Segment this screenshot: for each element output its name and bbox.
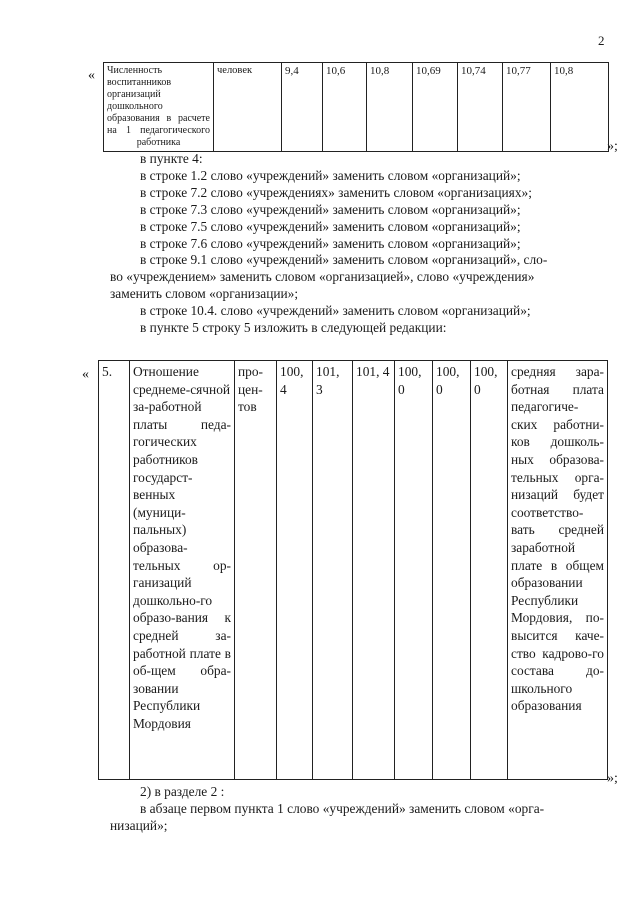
value-cell: 100, 0 <box>433 361 471 780</box>
table-row-salary-ratio <box>98 360 608 780</box>
close-quote: »; <box>607 139 618 154</box>
paragraph: в строке 9.1 слово «учреждений» заменить словом «организаций», сло- <box>140 252 548 268</box>
expected-result: средняя зара-ботная плата педагогиче-ских работни-ков дошколь-ных образова-тельных орга-низаций будет соответство-вать средней заработной плате в общем образовании Республики Мордовия, по-высится каче-ство кадрово-го состава до-школьного образования <box>508 361 608 780</box>
value-cell: 100, 0 <box>395 361 433 780</box>
close-quote: »; <box>607 771 618 786</box>
table-row-teachers-ratio <box>103 62 609 152</box>
open-quote: « <box>82 367 89 382</box>
value-cell: 100, 4 <box>277 361 313 780</box>
paragraph: в строке 7.3 слово «учреждений» заменить словом «организаций»; <box>140 201 521 217</box>
value-cell: 10,69 <box>413 63 458 152</box>
indicator-unit: про-цен-тов <box>235 361 277 780</box>
indicator-name: Численность воспитанников организаций дошкольного образования в расчете на 1 педагогического работника <box>104 63 214 152</box>
paragraph: заменить словом «организации»; <box>110 286 299 302</box>
value-cell: 10,8 <box>367 63 413 152</box>
paragraph: в строке 7.2 слово «учреждениях» заменить словом «организациях»; <box>140 184 532 200</box>
indicator-unit: человек <box>214 63 282 152</box>
page-number: 2 <box>598 33 605 48</box>
amendments-block <box>110 151 610 337</box>
paragraph: в строке 10.4. слово «учреждений» заменить словом «организаций»; <box>140 303 531 319</box>
paragraph: низаций»; <box>110 818 168 833</box>
row-number: 5. <box>99 361 130 780</box>
paragraph: в строке 7.5 слово «учреждений» заменить словом «организаций»; <box>140 218 521 234</box>
paragraph: в строке 7.6 слово «учреждений» заменить словом «организаций»; <box>140 235 521 251</box>
value-cell: 10,6 <box>323 63 367 152</box>
value-cell: 101, 4 <box>353 361 395 780</box>
indicator-name: Отношение среднеме-сячной за-работной платы педа-гогических работников государст-венных (муници-пальных) образова-тельных ор-ганизаций дошкольно-го образо-вания к средней за-работной плате в об-щем обра-зовании Республики Мордовия <box>130 361 235 780</box>
paragraph: в пункте 4: <box>140 151 203 166</box>
value-cell: 10,8 <box>551 63 609 152</box>
value-cell: 101, 3 <box>313 361 353 780</box>
value-cell: 10,74 <box>458 63 503 152</box>
value-cell: 100, 0 <box>471 361 508 780</box>
paragraph: в строке 1.2 слово «учреждений» заменить словом «организаций»; <box>140 167 521 183</box>
value-cell: 9,4 <box>282 63 323 152</box>
paragraph: во «учреждением» заменить словом «организацией», слово «учреждения» <box>110 269 535 285</box>
value-cell: 10,77 <box>503 63 551 152</box>
paragraph: в абзаце первом пункта 1 слово «учреждений» заменить словом «орга- <box>140 801 545 816</box>
paragraph: 2) в разделе 2 : <box>140 784 225 799</box>
section-2-block <box>110 783 610 834</box>
open-quote: « <box>88 68 95 83</box>
paragraph: в пункте 5 строку 5 изложить в следующей редакции: <box>140 320 447 336</box>
